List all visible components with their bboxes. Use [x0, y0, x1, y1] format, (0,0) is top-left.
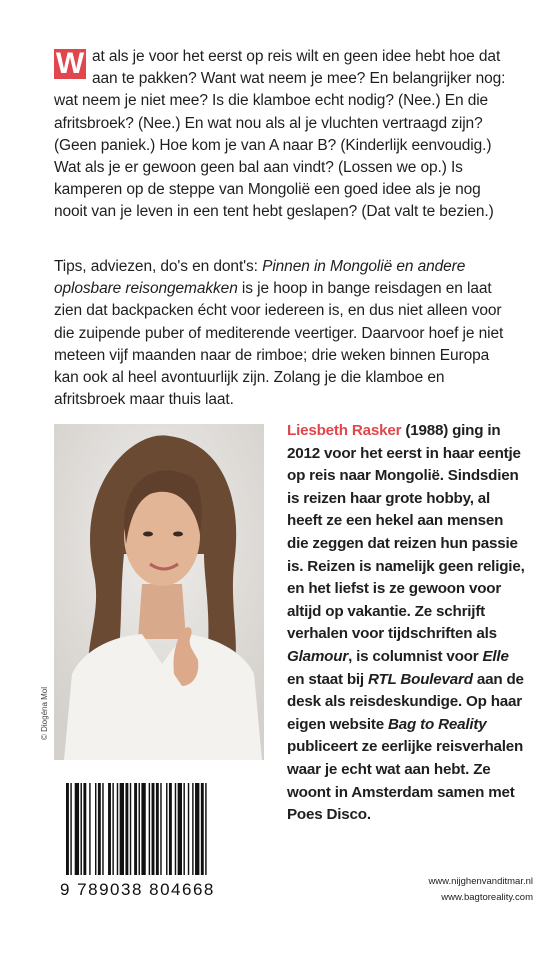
barcode-bar: [83, 783, 86, 875]
photo-credit: © Diogéna Mol: [40, 686, 49, 740]
barcode-bar: [192, 783, 193, 875]
author-portrait-illustration: [54, 424, 264, 760]
barcode-bar: [75, 783, 79, 875]
magazine-glamour: Glamour: [287, 647, 349, 665]
barcode-bar: [149, 783, 150, 875]
barcode-bar: [175, 783, 176, 875]
barcode-bar: [201, 783, 204, 875]
website-name: Bag to Reality: [388, 715, 487, 733]
intro-paragraph: [54, 46, 516, 224]
drop-cap: W: [55, 47, 85, 80]
author-photo: [54, 424, 264, 760]
barcode-bar: [120, 783, 124, 875]
isbn-number: 9 789038 804668: [60, 880, 215, 899]
summary-suffix: is je hoop in bange reisdagen en laat zien dat backpacken écht voor iedereen is, en dus niet alleen voor die zuipende puber of mediterende veertiger. Daarvoor hoef je niet meteen vijf maanden naar de rimboe; drie weken binnen Europa kan ook al heel avontuurlijk zijn. Zolang je die klamboe en afritsbroek maar thuis laat.: [54, 280, 504, 409]
bio-part-1: (1988) ging in 2012 voor het eerst in haar eentje op reis naar Mongolië. Sindsdien is reizen haar grote hobby, al heeft ze een hekel aan mensen die zeggen dat reizen hun passie is. Reizen is namelijk geen religie, en het liefst is ze gewoon voor altijd op vakantie. Ze schrijft verhalen voor tijdschriften als: [287, 422, 525, 643]
barcode-bar: [188, 783, 189, 875]
publisher-website[interactable]: www.nijghenvanditmar.nl: [428, 876, 533, 887]
barcode-bar: [141, 783, 145, 875]
barcode-bar: [81, 783, 82, 875]
barcode-bar: [108, 783, 111, 875]
bio-part-3: en staat bij: [287, 670, 368, 688]
barcode-bar: [70, 783, 71, 875]
barcode-bar: [160, 783, 161, 875]
barcode-bars: [64, 783, 260, 879]
barcode-bar: [183, 783, 184, 875]
barcode-bar: [134, 783, 137, 875]
bio-part-2: , is columnist voor: [348, 647, 483, 665]
author-bio: [287, 420, 527, 827]
barcode-bar: [130, 783, 131, 875]
intro-text: at als je voor het eerst op reis wilt en geen idee hebt hoe dat aan te pakken? Want wat neem je mee? En belangrijker nog: wat neem je niet mee? Is die klamboe echt nodig? (Nee.) En die afritsbroek? (Nee.) En wat nou als al je vluchten vertraagd zijn? (Geen paniek.) Hoe kom je van A naar B? (Kinderlijk eenvoudig.) Wat als je er gewoon geen bal aan vindt? (Lossen we op.) Is kamperen op de steppe van Mongolië een goed idee als je nog nooit van je leven in een tent hebt geslapen? (Dat valt te bezien.): [54, 48, 506, 221]
barcode-bar: [139, 783, 140, 875]
barcode-bar: [195, 783, 199, 875]
bio-part-4: aan de desk als reisdeskundige. Op haar eigen website: [287, 670, 524, 733]
barcode-bar: [166, 783, 167, 875]
barcode-bar: [66, 783, 69, 875]
barcode-bar: [95, 783, 96, 875]
author-name: Liesbeth Rasker: [287, 422, 402, 439]
summary-prefix: Tips, adviezen, do's en dont's:: [54, 258, 263, 275]
barcode-bar: [156, 783, 159, 875]
barcode-bar: [125, 783, 128, 875]
barcode-bar: [205, 783, 206, 875]
book-title: Pinnen in Mongolië en andere oplosbare reisongemakken: [54, 258, 466, 298]
tv-show-rtl-boulevard: RTL Boulevard: [367, 670, 473, 688]
barcode-bar: [152, 783, 155, 875]
barcode-bar: [169, 783, 172, 875]
summary-paragraph: [54, 256, 516, 411]
barcode-bar: [89, 783, 90, 875]
author-website[interactable]: www.bagtoreality.com: [441, 892, 533, 903]
barcode-bar: [117, 783, 118, 875]
barcode-bar: [112, 783, 113, 875]
bio-part-5: publiceert ze eerlijke reisverhalen waar je echt wat aan hebt. Ze woont in Amsterdam samen met Poes Disco.: [287, 738, 524, 824]
barcode-bar: [102, 783, 103, 875]
magazine-elle: Elle: [482, 647, 509, 665]
barcode-bar: [98, 783, 101, 875]
barcode-bar: [178, 783, 182, 875]
